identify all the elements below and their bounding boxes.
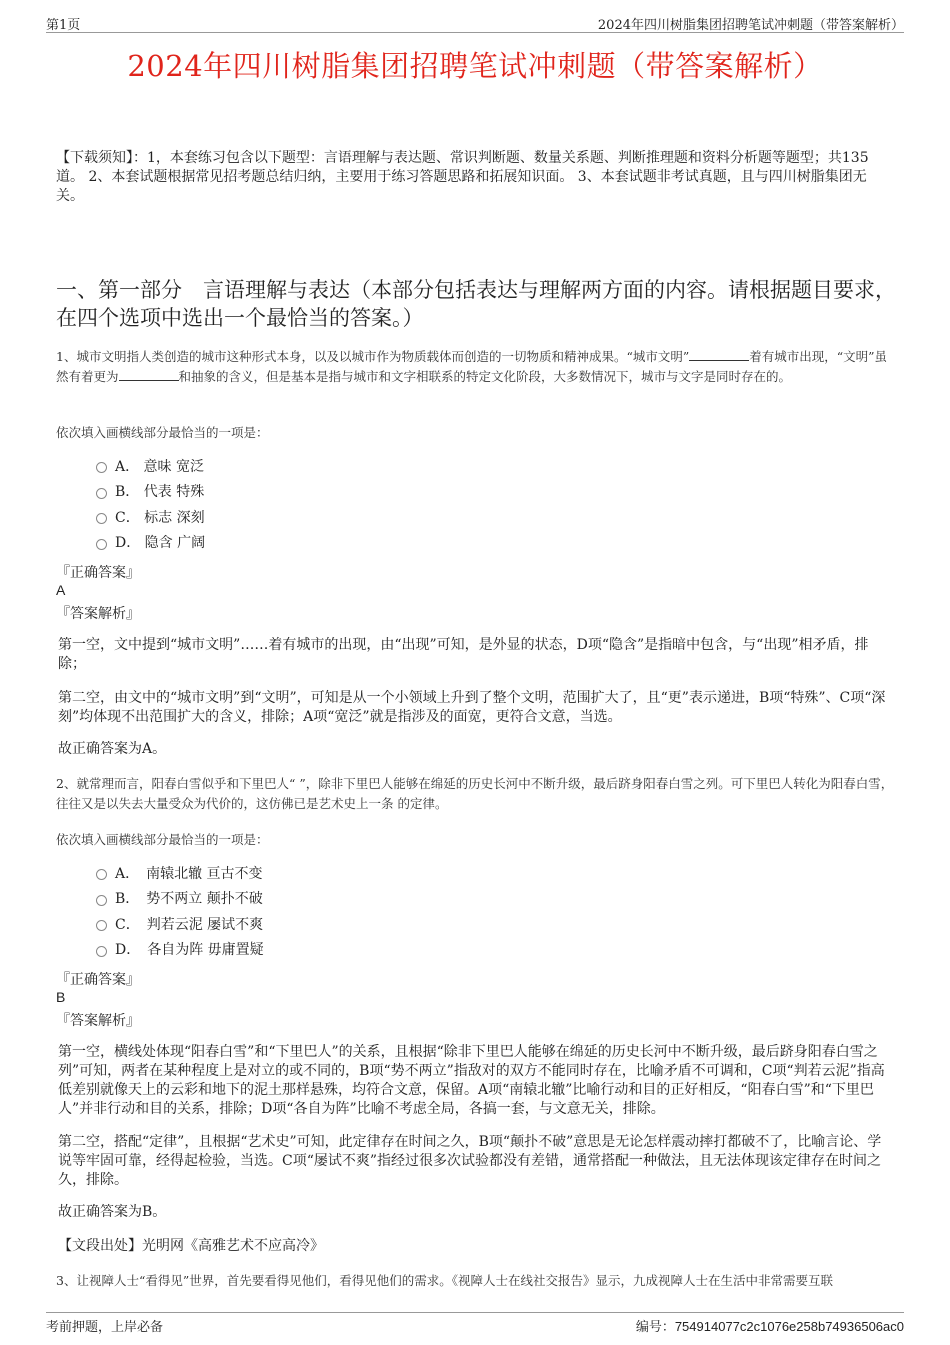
option-c[interactable]: C． 标志 深刻 bbox=[96, 504, 205, 530]
analysis-paragraph: 第一空，横线处体现“阳春白雪”和“下里巴人”的关系，且根据“除非下里巴人能够在绵延的历史长河中不断升级，最后跻身阳春白雪之列”可知，两者在某种程度上是对立的或不同的，B项“势不两立”指敌对的双方不能同时存在，比喻矛盾不可调和，C项“判若云泥”指高低差别就像天上的云彩和地下的泥土那样悬殊，均符合文意，保留。A项“南辕北辙”比喻行动和目的正好相反，“阳春白雪”和“下里巴人”并非行动和目的关系，排除；D项“各自为阵”比喻不考虑全局，各搞一套，与文意无关，排除。 bbox=[58, 1044, 885, 1117]
answer-value: B bbox=[56, 989, 66, 1005]
question-1-instruction: 依次填入画横线部分最恰当的一项是： bbox=[56, 425, 269, 440]
download-notice: 【下载须知】：1，本套练习包含以下题型：言语理解与表达题、常识判断题、数量关系题、判断推理题和资料分析题等题型；共135道。 2、本套试题根据常见招考题总结归纳，主要用于练习答题思路和拓展知识面。 3、本套试题非考试真题，且与四川树脂集团无关。 bbox=[56, 150, 869, 204]
header-doc-title: 2024年四川树脂集团招聘笔试冲刺题（带答案解析） bbox=[597, 18, 904, 33]
analysis-paragraph: 第二空，由文中的“城市文明”到“文明”，可知是从一个小领域上升到了整个文明，范围扩大了，且“更”表示递进，B项“特殊”、C项“深刻”均体现不出范围扩大的含义，排除；A项“宽泛”就是指涉及的面宽，更符合文意，当选。 bbox=[58, 690, 886, 725]
radio-icon[interactable] bbox=[96, 488, 107, 499]
section-heading: 一、第一部分 言语理解与表达（本部分包括表达与理解两方面的内容。请根据题目要求，在四个选项中选出一个最恰当的答案。） bbox=[56, 278, 896, 330]
radio-icon[interactable] bbox=[96, 869, 107, 880]
source-citation: 【文段出处】光明网《高雅艺术不应高冷》 bbox=[58, 1238, 324, 1254]
analysis-paragraph: 第一空，文中提到“城市文明”……着有城市的出现，由“出现”可知，是外显的状态，D项“隐含”是指暗中包含，与“出现”相矛盾，排除； bbox=[58, 637, 869, 672]
page-number: 第1页 bbox=[46, 18, 81, 33]
option-b[interactable]: B． 势不两立 颠扑不破 bbox=[96, 886, 264, 912]
radio-icon[interactable] bbox=[96, 920, 107, 931]
option-a[interactable]: A． 南辕北辙 亘古不变 bbox=[96, 860, 264, 886]
question-2-options bbox=[96, 860, 264, 962]
question-1-text: 1、城市文明指人类创造的城市这种形式本身，以及以城市作为物质载体而创造的一切物质和精神成果。“城市文明” 着有城市出现，“文明”虽然有着更为 和抽象的含义，但是基本是指与城市和文字相联系的特定文化阶段，大多数情况下，城市与文字是同时存在的。 bbox=[56, 349, 888, 384]
radio-icon[interactable] bbox=[96, 895, 107, 906]
analysis-label: 『答案解析』 bbox=[56, 606, 140, 622]
question-2-instruction: 依次填入画横线部分最恰当的一项是： bbox=[56, 832, 269, 847]
footer-slogan: 考前押题，上岸必备 bbox=[46, 1320, 164, 1335]
page-header bbox=[46, 14, 904, 33]
radio-icon[interactable] bbox=[96, 539, 107, 550]
document-title: 2024年四川树脂集团招聘笔试冲刺题（带答案解析） bbox=[127, 49, 823, 83]
option-d[interactable]: D． 各自为阵 毋庸置疑 bbox=[96, 937, 264, 963]
option-c[interactable]: C． 判若云泥 屡试不爽 bbox=[96, 911, 264, 937]
analysis-paragraph: 第二空，搭配“定律”，且根据“艺术史”可知，此定律存在时间之久，B项“颠扑不破”意思是无论怎样震动摔打都破不了，比喻言论、学说等牢固可靠，经得起检验，当选。C项“屡试不爽”指经过很多次试验都没有差错，通常搭配一种做法，且无法体现该定律存在时间之久，排除。 bbox=[58, 1134, 882, 1188]
radio-icon[interactable] bbox=[96, 946, 107, 957]
question-1-options bbox=[96, 453, 205, 555]
option-b[interactable]: B． 代表 特殊 bbox=[96, 479, 205, 505]
answer-value: A bbox=[56, 582, 66, 598]
answer-label: 『正确答案』 bbox=[56, 972, 140, 988]
page-footer bbox=[46, 1312, 904, 1334]
option-a[interactable]: A． 意味 宽泛 bbox=[96, 453, 205, 479]
question-3-text: 3、让视障人士“看得见”世界，首先要看得见他们，看得见他们的需求。《视障人士在线社交报告》显示，九成视障人士在生活中非常需要互联 bbox=[56, 1273, 833, 1288]
question-2-text: 2、就常理而言，阳春白雪似乎和下里巴人“ ”，除非下里巴人能够在绵延的历史长河中不断升级，最后跻身阳春白雪之列。可下里巴人转化为阳春白雪，往往又是以失去大量受众为代价的，这仿佛已是艺术史上一条 的定律。 bbox=[56, 776, 894, 811]
radio-icon[interactable] bbox=[96, 462, 107, 473]
footer-code: 编号：754914077c2c1076e258b74936506ac0 bbox=[635, 1319, 904, 1335]
analysis-label: 『答案解析』 bbox=[56, 1013, 140, 1029]
answer-label: 『正确答案』 bbox=[56, 565, 140, 581]
answer-conclusion: 故正确答案为B。 bbox=[58, 1204, 167, 1220]
radio-icon[interactable] bbox=[96, 513, 107, 524]
answer-conclusion: 故正确答案为A。 bbox=[58, 741, 167, 757]
option-d[interactable]: D． 隐含 广阔 bbox=[96, 530, 205, 556]
